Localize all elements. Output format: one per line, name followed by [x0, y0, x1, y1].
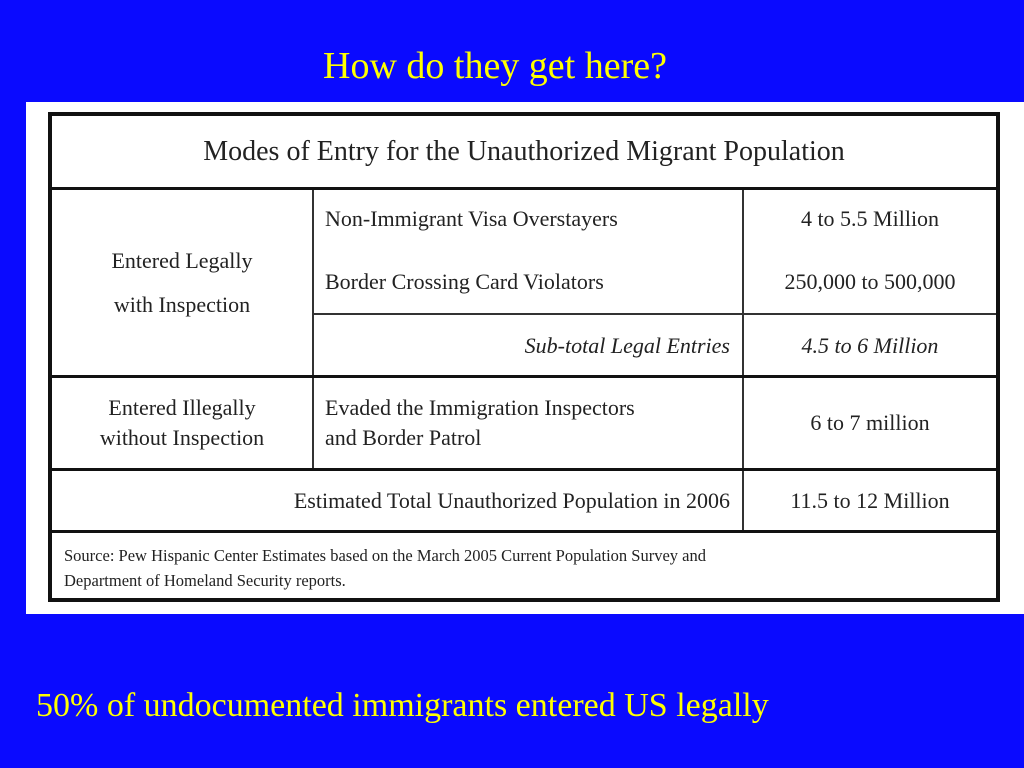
legal-item-label: Border Crossing Card Violators — [325, 269, 604, 294]
legal-item-label: Non-Immigrant Visa Overstayers — [325, 206, 618, 231]
table-image-panel — [26, 102, 1024, 614]
illegal-group-label — [52, 378, 312, 468]
illegal-group-line1: Entered Illegally — [108, 395, 256, 420]
subtotal-label: Sub-total Legal Entries — [524, 333, 730, 358]
footer-note: 50% of undocumented immigrants entered US legally — [36, 687, 769, 724]
source-line2: Department of Homeland Security reports. — [64, 571, 346, 590]
illegal-entry-value: 6 to 7 million — [810, 410, 930, 435]
illegal-entry-block — [52, 378, 996, 471]
table-caption-row — [52, 116, 996, 190]
illegal-group-line2: without Inspection — [99, 425, 265, 450]
illegal-entry-line2: and Border Patrol — [325, 425, 482, 450]
slide-title: How do they get here? — [323, 45, 667, 87]
illegal-entry-label — [314, 378, 742, 468]
legal-entry-block — [52, 190, 996, 378]
total-value: 11.5 to 12 Million — [790, 487, 950, 513]
legal-items-values — [744, 190, 996, 315]
total-label: Estimated Total Unauthorized Population in 2006 — [293, 487, 730, 513]
total-row — [52, 471, 996, 533]
legal-item-value: 250,000 to 500,000 — [784, 269, 956, 294]
legal-group-line2: with Inspection — [113, 291, 251, 317]
legal-items-labels — [314, 190, 742, 315]
subtotal-value: 4.5 to 6 Million — [801, 333, 939, 358]
legal-item-value: 4 to 5.5 Million — [800, 206, 940, 231]
legal-group-label — [52, 190, 312, 375]
table-source-note — [52, 533, 996, 598]
source-line1: Source: Pew Hispanic Center Estimates based on the March 2005 Current Population Survey and — [64, 546, 706, 565]
table-caption: Modes of Entry for the Unauthorized Migrant Population — [203, 136, 845, 167]
entry-modes-table — [48, 112, 1000, 602]
legal-group-line1: Entered Legally — [111, 247, 253, 273]
illegal-entry-line1: Evaded the Immigration Inspectors — [325, 395, 635, 420]
